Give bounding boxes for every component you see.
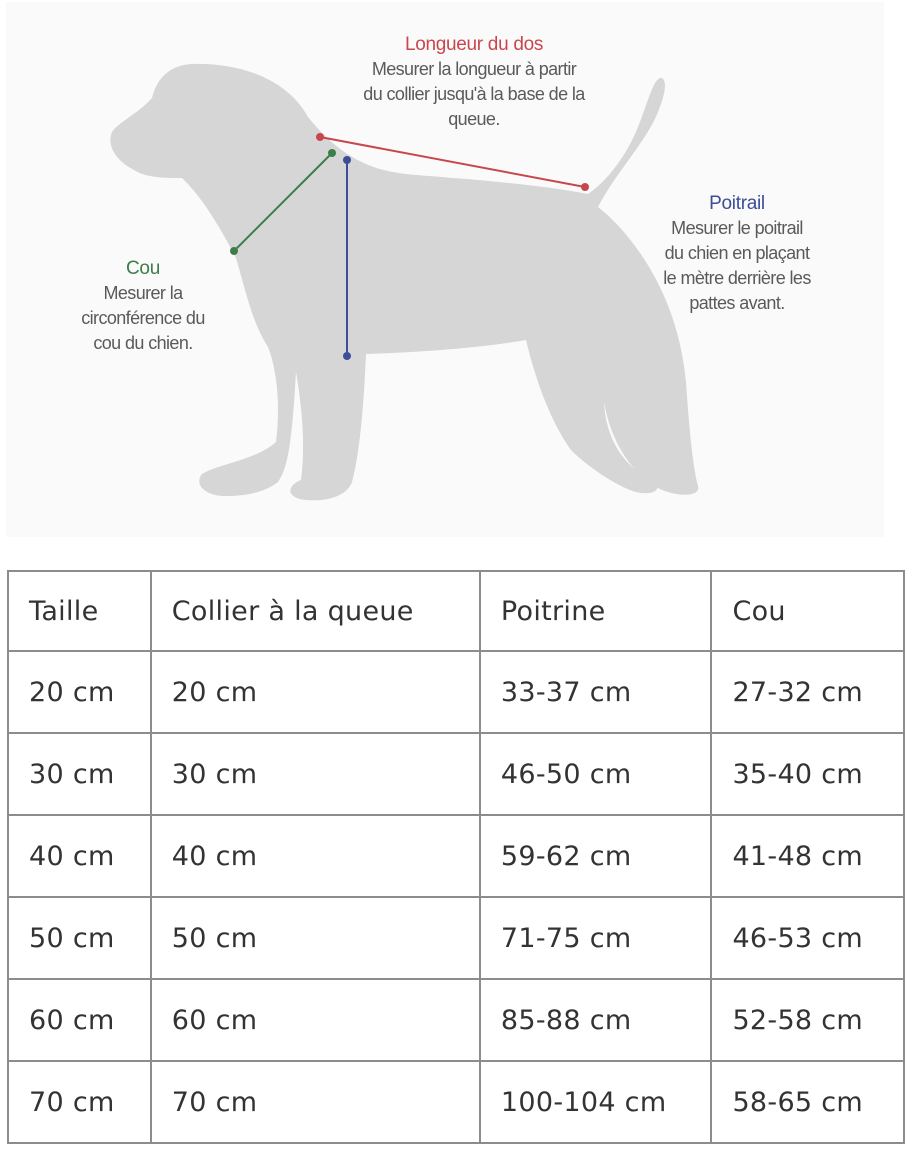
cell-size: 40 cm xyxy=(8,815,151,897)
cell-collar-to-tail: 40 cm xyxy=(151,815,480,897)
header-chest: Poitrine xyxy=(480,571,712,651)
cell-collar-to-tail: 70 cm xyxy=(151,1061,480,1143)
cell-chest: 59-62 cm xyxy=(480,815,712,897)
chest-description: Mesurer le poitrail du chien en plaçant le mètre derrière les pattes avant. xyxy=(663,218,811,313)
dog-measurement-diagram xyxy=(6,2,884,537)
back-length-title: Longueur du dos xyxy=(404,34,544,55)
cell-collar-to-tail: 20 cm xyxy=(151,651,480,733)
chest-annotation xyxy=(642,191,832,316)
header-size: Taille xyxy=(8,571,151,651)
cell-size: 50 cm xyxy=(8,897,151,979)
table-row xyxy=(8,733,904,815)
cell-collar-to-tail: 50 cm xyxy=(151,897,480,979)
table-row xyxy=(8,897,904,979)
size-table xyxy=(7,570,905,1144)
cell-neck: 41-48 cm xyxy=(711,815,904,897)
cell-neck: 58-65 cm xyxy=(711,1061,904,1143)
cell-size: 30 cm xyxy=(8,733,151,815)
cell-chest: 100-104 cm xyxy=(480,1061,712,1143)
chest-title: Poitrail xyxy=(709,193,765,214)
cell-neck: 52-58 cm xyxy=(711,979,904,1061)
cell-collar-to-tail: 60 cm xyxy=(151,979,480,1061)
cell-size: 60 cm xyxy=(8,979,151,1061)
table-row xyxy=(8,815,904,897)
cell-chest: 46-50 cm xyxy=(480,733,712,815)
cell-neck: 27-32 cm xyxy=(711,651,904,733)
back-length-annotation xyxy=(324,32,624,132)
neck-description: Mesurer la circonférence du cou du chien. xyxy=(81,283,205,353)
back-length-description: Mesurer la longueur à partir du collier jusqu'à la base de la queue. xyxy=(363,59,585,129)
neck-title: Cou xyxy=(126,258,160,279)
cell-neck: 35-40 cm xyxy=(711,733,904,815)
cell-chest: 71-75 cm xyxy=(480,897,712,979)
cell-collar-to-tail: 30 cm xyxy=(151,733,480,815)
cell-chest: 85-88 cm xyxy=(480,979,712,1061)
neck-annotation xyxy=(58,256,228,356)
table-row xyxy=(8,1061,904,1143)
cell-size: 70 cm xyxy=(8,1061,151,1143)
table-row xyxy=(8,979,904,1061)
table-header-row xyxy=(8,571,904,651)
header-collar-to-tail: Collier à la queue xyxy=(151,571,480,651)
cell-size: 20 cm xyxy=(8,651,151,733)
table-row xyxy=(8,651,904,733)
cell-neck: 46-53 cm xyxy=(711,897,904,979)
header-neck: Cou xyxy=(711,571,904,651)
cell-chest: 33-37 cm xyxy=(480,651,712,733)
